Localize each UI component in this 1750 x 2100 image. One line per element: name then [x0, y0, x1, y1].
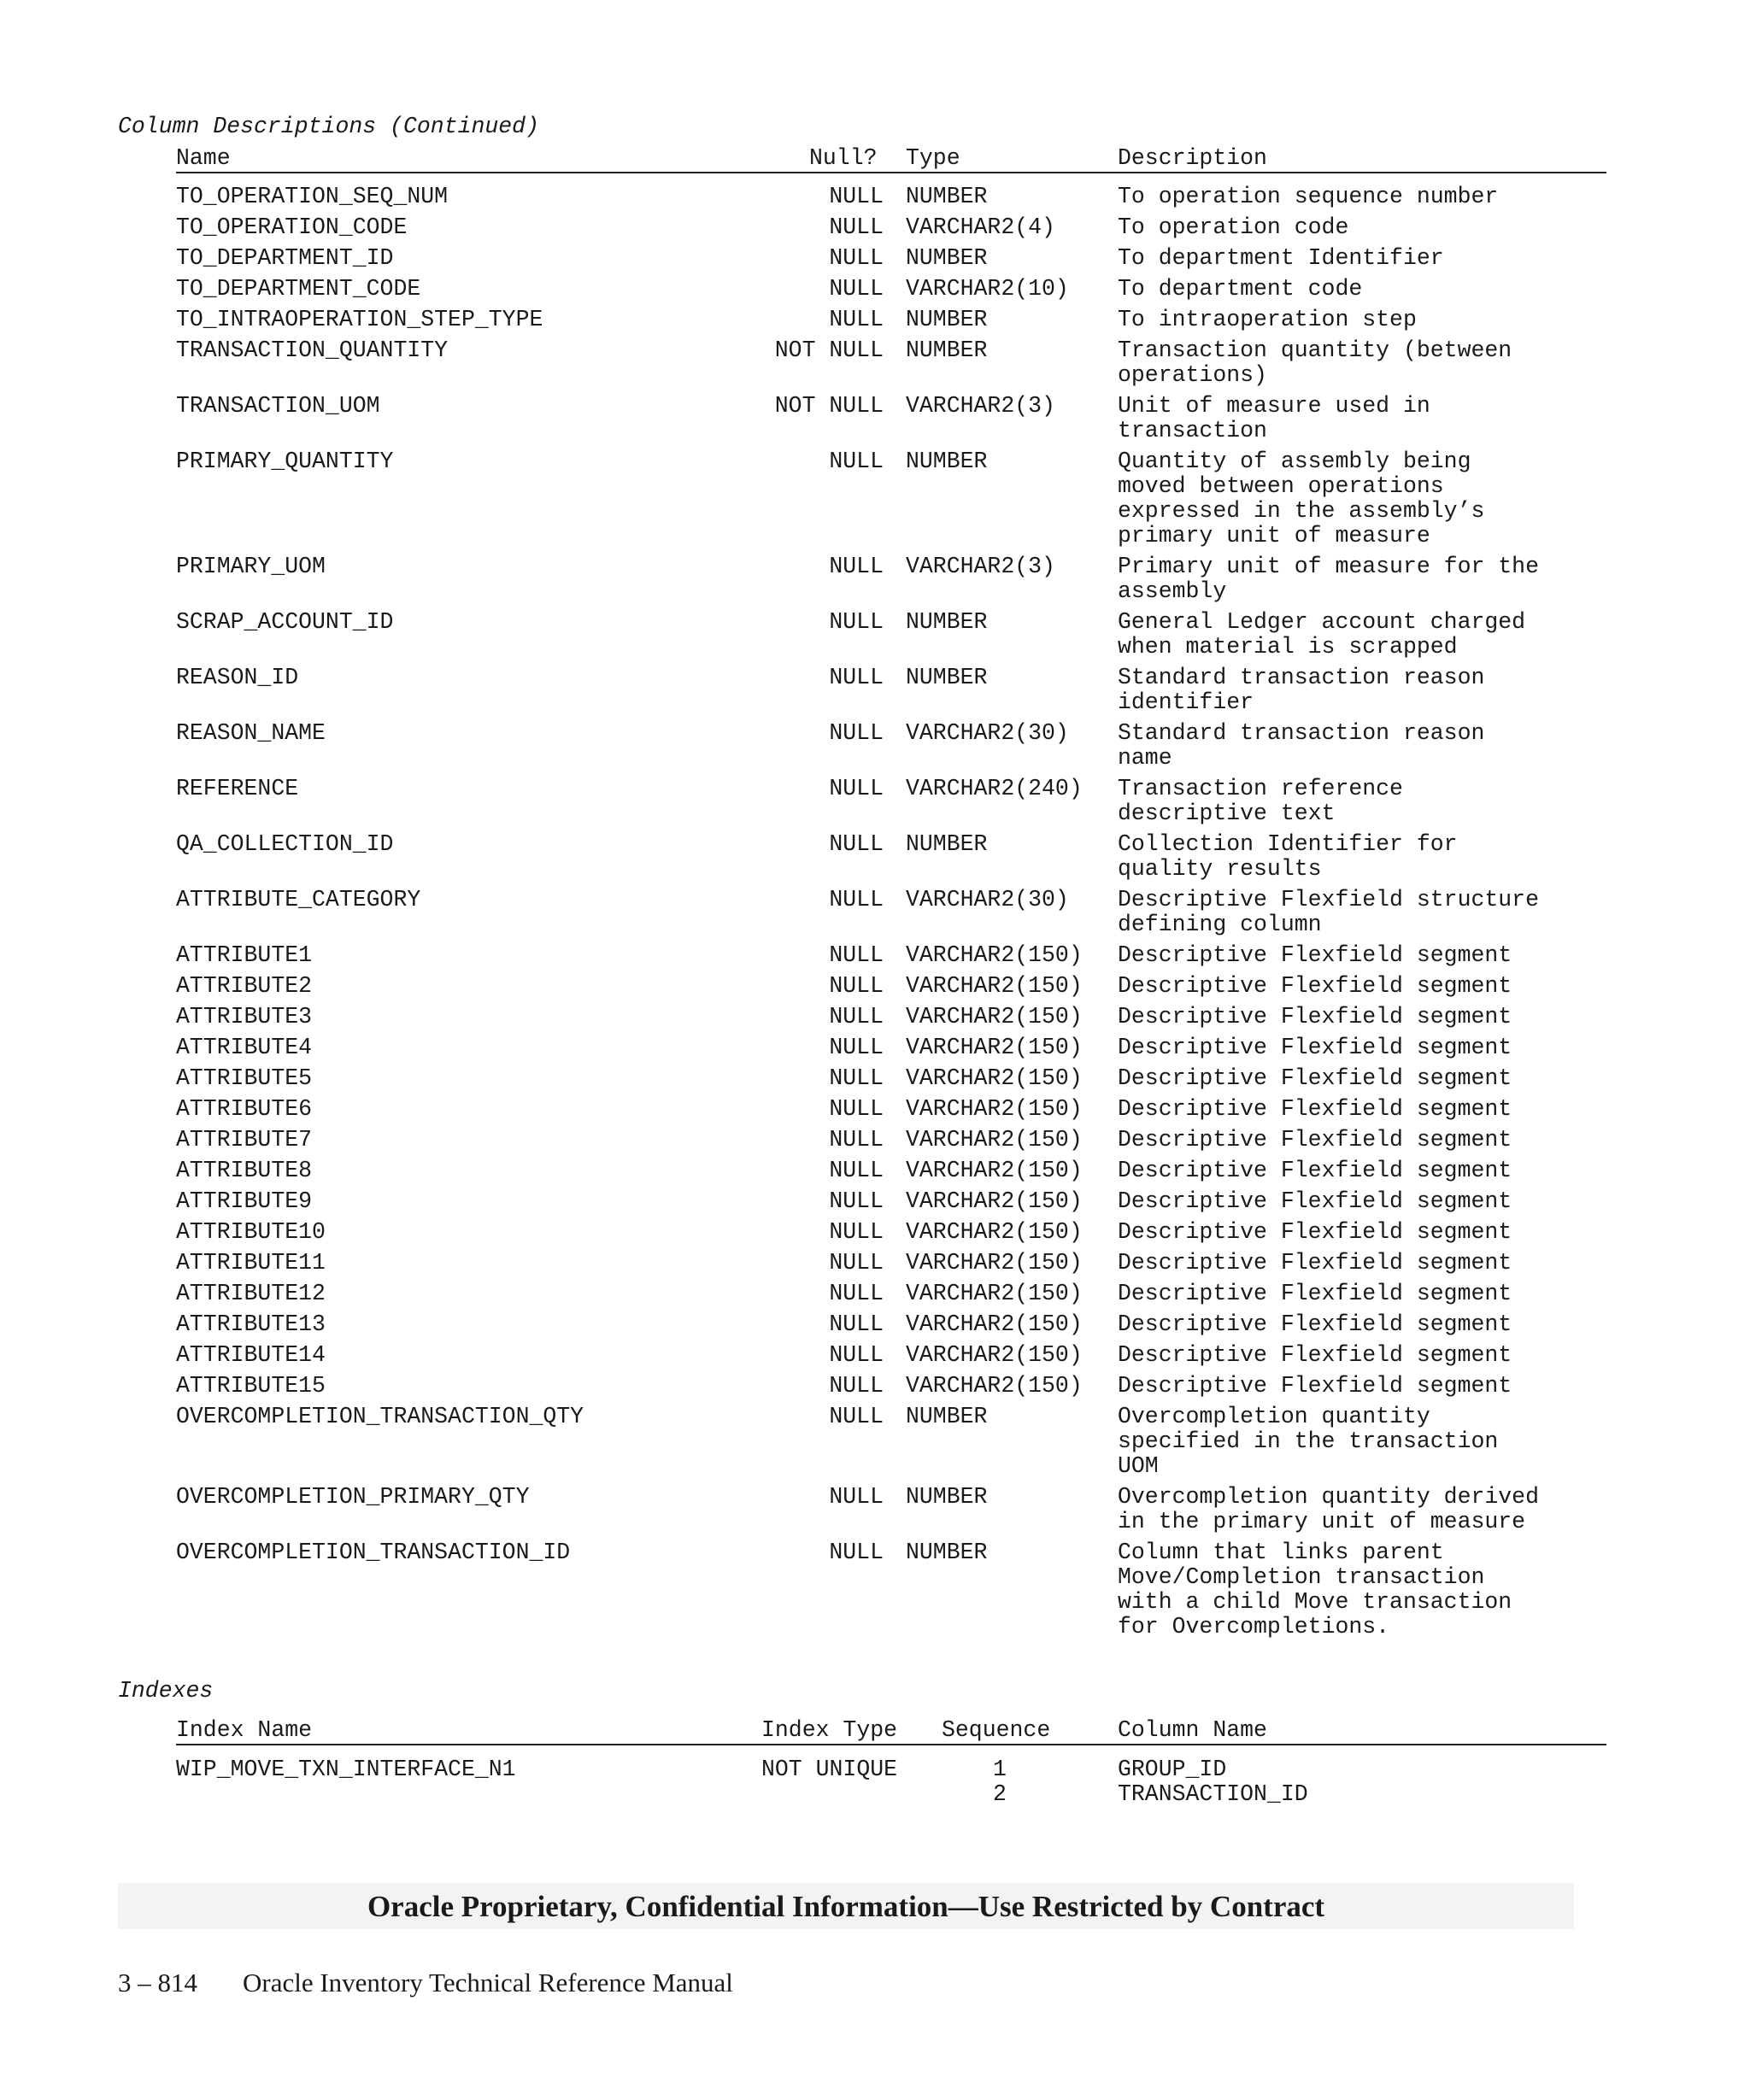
description-cell: Descriptive Flexfield segment — [1118, 1281, 1512, 1306]
column-name-cell: REASON_ID — [176, 665, 299, 690]
description-cell: Descriptive Flexfield segment — [1118, 1373, 1512, 1399]
index-name-cell: WIP_MOVE_TXN_INTERFACE_N1 — [176, 1757, 516, 1782]
null-cell: NULL — [829, 1158, 884, 1183]
null-cell: NULL — [829, 1373, 884, 1399]
description-cell: Overcompletion quantity specified in the transaction UOM — [1118, 1404, 1499, 1479]
null-cell: NULL — [829, 776, 884, 801]
type-cell: VARCHAR2(3) — [906, 554, 1055, 579]
type-cell: NUMBER — [906, 184, 988, 209]
description-cell: Descriptive Flexfield segment — [1118, 1311, 1512, 1337]
null-cell: NOT NULL — [774, 337, 884, 363]
column-name-cell: ATTRIBUTE4 — [176, 1035, 313, 1060]
description-cell: To department Identifier — [1118, 245, 1444, 271]
null-cell: NULL — [829, 1096, 884, 1122]
column-name-cell: ATTRIBUTE3 — [176, 1004, 313, 1029]
type-cell: VARCHAR2(30) — [906, 887, 1069, 912]
null-cell: NULL — [829, 1404, 884, 1429]
sequence-cell: 2 — [993, 1781, 1007, 1807]
col-header-description: Description — [1118, 145, 1267, 171]
column-name-cell: ATTRIBUTE11 — [176, 1250, 326, 1276]
null-cell: NULL — [829, 609, 884, 635]
col-header-name: Name — [176, 145, 231, 171]
type-cell: NUMBER — [906, 307, 988, 332]
null-cell: NULL — [829, 1281, 884, 1306]
null-cell: NULL — [829, 184, 884, 209]
type-cell: NUMBER — [906, 1484, 988, 1510]
type-cell: VARCHAR2(150) — [906, 1219, 1083, 1245]
description-cell: To department code — [1118, 276, 1363, 302]
null-cell: NULL — [829, 307, 884, 332]
type-cell: VARCHAR2(150) — [906, 1373, 1083, 1399]
type-cell: VARCHAR2(150) — [906, 1342, 1083, 1368]
column-name-cell: ATTRIBUTE10 — [176, 1219, 326, 1245]
column-name-cell: OVERCOMPLETION_TRANSACTION_ID — [176, 1540, 571, 1565]
column-name-cell: ATTRIBUTE7 — [176, 1127, 313, 1153]
column-name-cell: ATTRIBUTE_CATEGORY — [176, 887, 421, 912]
column-name-cell: OVERCOMPLETION_TRANSACTION_QTY — [176, 1404, 584, 1429]
column-name-cell: QA_COLLECTION_ID — [176, 831, 394, 857]
type-cell: VARCHAR2(3) — [906, 393, 1055, 419]
type-cell: VARCHAR2(150) — [906, 973, 1083, 999]
column-name-cell: ATTRIBUTE2 — [176, 973, 313, 999]
null-cell: NULL — [829, 665, 884, 690]
null-cell: NULL — [829, 1219, 884, 1245]
column-name-cell: TRANSACTION_UOM — [176, 393, 380, 419]
type-cell: NUMBER — [906, 337, 988, 363]
type-cell: VARCHAR2(150) — [906, 1188, 1083, 1214]
null-cell: NULL — [829, 1342, 884, 1368]
column-name-cell: OVERCOMPLETION_PRIMARY_QTY — [176, 1484, 530, 1510]
null-cell: NULL — [829, 942, 884, 968]
column-name-cell: TRANSACTION_QUANTITY — [176, 337, 449, 363]
type-cell: NUMBER — [906, 1404, 988, 1429]
description-cell: Collection Identifier for quality results — [1118, 831, 1458, 882]
index-header-column-name: Column Name — [1118, 1717, 1267, 1743]
col-header-type: Type — [906, 145, 960, 171]
index-column-cell: TRANSACTION_ID — [1118, 1781, 1308, 1807]
description-cell: Unit of measure used in transaction — [1118, 393, 1430, 443]
manual-title: Oracle Inventory Technical Reference Manual — [243, 1968, 733, 1997]
null-cell: NULL — [829, 1004, 884, 1029]
description-cell: To operation code — [1118, 214, 1349, 240]
description-cell: Standard transaction reason identifier — [1118, 665, 1485, 715]
column-name-cell: TO_OPERATION_CODE — [176, 214, 408, 240]
type-cell: VARCHAR2(150) — [906, 1311, 1083, 1337]
column-name-cell: SCRAP_ACCOUNT_ID — [176, 609, 394, 635]
description-cell: Descriptive Flexfield segment — [1118, 973, 1512, 999]
type-cell: VARCHAR2(240) — [906, 776, 1083, 801]
column-name-cell: TO_DEPARTMENT_CODE — [176, 276, 421, 302]
null-cell: NULL — [829, 1540, 884, 1565]
null-cell: NULL — [829, 214, 884, 240]
description-cell: Standard transaction reason name — [1118, 720, 1485, 771]
description-cell: To operation sequence number — [1118, 184, 1499, 209]
column-name-cell: ATTRIBUTE15 — [176, 1373, 326, 1399]
type-cell: VARCHAR2(150) — [906, 1004, 1083, 1029]
column-name-cell: TO_INTRAOPERATION_STEP_TYPE — [176, 307, 543, 332]
description-cell: Descriptive Flexfield segment — [1118, 1188, 1512, 1214]
index-header-type: Index Type — [761, 1717, 898, 1743]
column-descriptions-title: Column Descriptions (Continued) — [118, 114, 539, 139]
index-header-name: Index Name — [176, 1717, 313, 1743]
index-column-cell: GROUP_ID — [1118, 1757, 1227, 1782]
description-cell: Primary unit of measure for the assembly — [1118, 554, 1539, 604]
description-cell: Descriptive Flexfield segment — [1118, 1219, 1512, 1245]
description-cell: Transaction reference descriptive text — [1118, 776, 1403, 826]
type-cell: NUMBER — [906, 831, 988, 857]
null-cell: NULL — [829, 449, 884, 474]
description-cell: Column that links parent Move/Completion transaction with a child Move transaction for Overcompletions. — [1118, 1540, 1512, 1640]
column-name-cell: TO_DEPARTMENT_ID — [176, 245, 394, 271]
null-cell: NULL — [829, 1127, 884, 1153]
column-name-cell: ATTRIBUTE13 — [176, 1311, 326, 1337]
column-name-cell: ATTRIBUTE12 — [176, 1281, 326, 1306]
type-cell: NUMBER — [906, 665, 988, 690]
description-cell: To intraoperation step — [1118, 307, 1417, 332]
type-cell: VARCHAR2(150) — [906, 1158, 1083, 1183]
null-cell: NULL — [829, 554, 884, 579]
description-cell: Descriptive Flexfield segment — [1118, 1250, 1512, 1276]
description-cell: Descriptive Flexfield segment — [1118, 1158, 1512, 1183]
null-cell: NULL — [829, 1484, 884, 1510]
description-cell: Overcompletion quantity derived in the primary unit of measure — [1118, 1484, 1539, 1534]
description-cell: Descriptive Flexfield segment — [1118, 1127, 1512, 1153]
type-cell: NUMBER — [906, 1540, 988, 1565]
description-cell: Descriptive Flexfield segment — [1118, 1065, 1512, 1091]
column-name-cell: PRIMARY_QUANTITY — [176, 449, 394, 474]
page-number: 3 – 814 — [118, 1968, 197, 1997]
sequence-cell: 1 — [993, 1757, 1007, 1782]
index-type-cell: NOT UNIQUE — [761, 1757, 898, 1782]
indexes-title: Indexes — [118, 1678, 214, 1704]
description-cell: Descriptive Flexfield segment — [1118, 942, 1512, 968]
description-cell: Quantity of assembly being moved between operations expressed in the assembly’s primary unit of measure — [1118, 449, 1485, 548]
column-name-cell: ATTRIBUTE6 — [176, 1096, 313, 1122]
null-cell: NULL — [829, 831, 884, 857]
description-cell: General Ledger account charged when material is scrapped — [1118, 609, 1526, 660]
null-cell: NULL — [829, 887, 884, 912]
type-cell: VARCHAR2(30) — [906, 720, 1069, 746]
description-cell: Descriptive Flexfield structure defining column — [1118, 887, 1539, 937]
column-name-cell: TO_OPERATION_SEQ_NUM — [176, 184, 449, 209]
null-cell: NULL — [829, 1065, 884, 1091]
column-name-cell: ATTRIBUTE9 — [176, 1188, 313, 1214]
confidentiality-banner — [118, 1883, 1574, 1929]
description-cell: Descriptive Flexfield segment — [1118, 1035, 1512, 1060]
column-name-cell: ATTRIBUTE1 — [176, 942, 313, 968]
column-name-cell: REFERENCE — [176, 776, 299, 801]
type-cell: VARCHAR2(4) — [906, 214, 1055, 240]
type-cell: NUMBER — [906, 609, 988, 635]
column-name-cell: ATTRIBUTE14 — [176, 1342, 326, 1368]
null-cell: NULL — [829, 276, 884, 302]
index-header-sequence: Sequence — [942, 1717, 1051, 1743]
type-cell: VARCHAR2(10) — [906, 276, 1069, 302]
type-cell: VARCHAR2(150) — [906, 1250, 1083, 1276]
description-cell: Transaction quantity (between operations) — [1118, 337, 1512, 388]
column-header-rule — [176, 172, 1606, 173]
type-cell: VARCHAR2(150) — [906, 1281, 1083, 1306]
column-name-cell: REASON_NAME — [176, 720, 326, 746]
description-cell: Descriptive Flexfield segment — [1118, 1342, 1512, 1368]
type-cell: VARCHAR2(150) — [906, 1065, 1083, 1091]
type-cell: VARCHAR2(150) — [906, 942, 1083, 968]
null-cell: NULL — [829, 1035, 884, 1060]
description-cell: Descriptive Flexfield segment — [1118, 1096, 1512, 1122]
null-cell: NOT NULL — [774, 393, 884, 419]
column-name-cell: PRIMARY_UOM — [176, 554, 326, 579]
null-cell: NULL — [829, 1311, 884, 1337]
column-name-cell: ATTRIBUTE5 — [176, 1065, 313, 1091]
null-cell: NULL — [829, 1188, 884, 1214]
null-cell: NULL — [829, 245, 884, 271]
null-cell: NULL — [829, 973, 884, 999]
confidentiality-text: Oracle Proprietary, Confidential Information––Use Restricted by Contract — [367, 1890, 1325, 1923]
description-cell: Descriptive Flexfield segment — [1118, 1004, 1512, 1029]
type-cell: VARCHAR2(150) — [906, 1096, 1083, 1122]
type-cell: VARCHAR2(150) — [906, 1127, 1083, 1153]
null-cell: NULL — [829, 1250, 884, 1276]
type-cell: NUMBER — [906, 245, 988, 271]
col-header-null: Null? — [809, 145, 878, 171]
type-cell: NUMBER — [906, 449, 988, 474]
null-cell: NULL — [829, 720, 884, 746]
index-header-rule — [176, 1744, 1606, 1745]
column-name-cell: ATTRIBUTE8 — [176, 1158, 313, 1183]
type-cell: VARCHAR2(150) — [906, 1035, 1083, 1060]
